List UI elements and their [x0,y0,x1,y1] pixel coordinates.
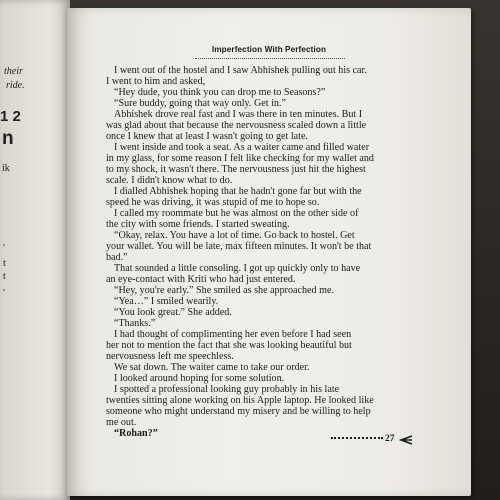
arrow-left-icon [399,435,413,445]
left-page-fragment: ' [3,243,5,254]
text-line: “Okay, relax. You have a lot of time. Go back to hostel. Get [114,230,355,241]
text-line: “Sure buddy, going that way only. Get in.” [114,98,286,109]
left-page-fragment: t [3,271,6,282]
text-line: speed he was driving, it was stupid of me to hope so. [106,197,320,208]
left-page [0,0,70,500]
left-page-fragment: their [4,66,23,77]
left-page-fragment: ik [2,163,10,174]
left-page-fragment: t [3,258,6,269]
text-line: I called my roommate but he was almost on the other side of [114,208,359,219]
text-line: me out. [106,417,137,428]
text-line: someone who might understand my misery and be willing to help [106,406,371,417]
text-line: her not to mention the fact that she was looking beautiful but [106,340,352,351]
text-line: bad.” [106,252,128,263]
text-line: once I knew that at least I wasn't going to get late. [106,131,308,142]
text-line: “Hey, you're early.” She smiled as she approached me. [114,285,334,296]
text-line: I spotted a professional looking guy probably in his late [114,384,340,395]
running-head: Imperfection With Perfection [211,45,327,54]
text-line: twenties sitting alone working on his Apple laptop. He looked like [106,395,374,406]
text-line: “Rohan?” [114,428,158,439]
left-page-fragment: ride. [6,80,25,91]
left-page-fragment: n [2,128,14,149]
left-page-fragment: ' [3,288,5,299]
text-line: scale. I didn't know what to do. [106,175,233,186]
text-line: I had thought of complimenting her even before I had seen [114,329,352,340]
page-body [67,8,471,496]
text-line: your wallet. You will be late, max fifteen minutes. It won't be that [106,241,372,252]
text-line: in my glass, for some reason I felt like checking for my wallet and [106,153,374,164]
text-line: to my shock, it wasn't there. The nervousness just hit the highest [106,164,366,175]
text-line: We sat down. The waiter came to take our order. [114,362,310,373]
text-line: “Thanks.” [114,318,156,329]
folio [67,434,471,450]
page-number: 27 [385,434,395,444]
text-line: Abhishek drove real fast and I was there in ten minutes. But I [114,109,363,120]
text-line: “You look great.” She added. [114,307,232,318]
text-line: an eye-contact with Kriti who had just entered. [106,274,296,285]
text-line: “Hey dude, you think you can drop me to Seasons?” [114,87,326,98]
text-line: That sounded a little consoling. I got up quickly only to have [114,263,361,274]
left-page-fragment: 1 2 [0,108,21,125]
text-line: I dialled Abhishek hoping that he hadn't gone far but with the [114,186,362,197]
folio-dots [331,437,383,439]
text-line: “Yea…” I smiled wearily. [114,296,219,307]
book-page [67,8,471,496]
text-line: I went inside and took a seat. As a waiter came and filled water [114,142,370,153]
text-line: I looked around hoping for some solution. [114,373,285,384]
text-line: nervousness left me speechless. [106,351,234,362]
text-line: the city with some friends. I started sweating. [106,219,290,230]
text-line: was glad about that because the nervousness scaled down a little [106,120,367,131]
text-line: I went out of the hostel and I saw Abhishek pulling out his car. [114,65,367,76]
text-line: I went to him and asked, [106,76,206,87]
